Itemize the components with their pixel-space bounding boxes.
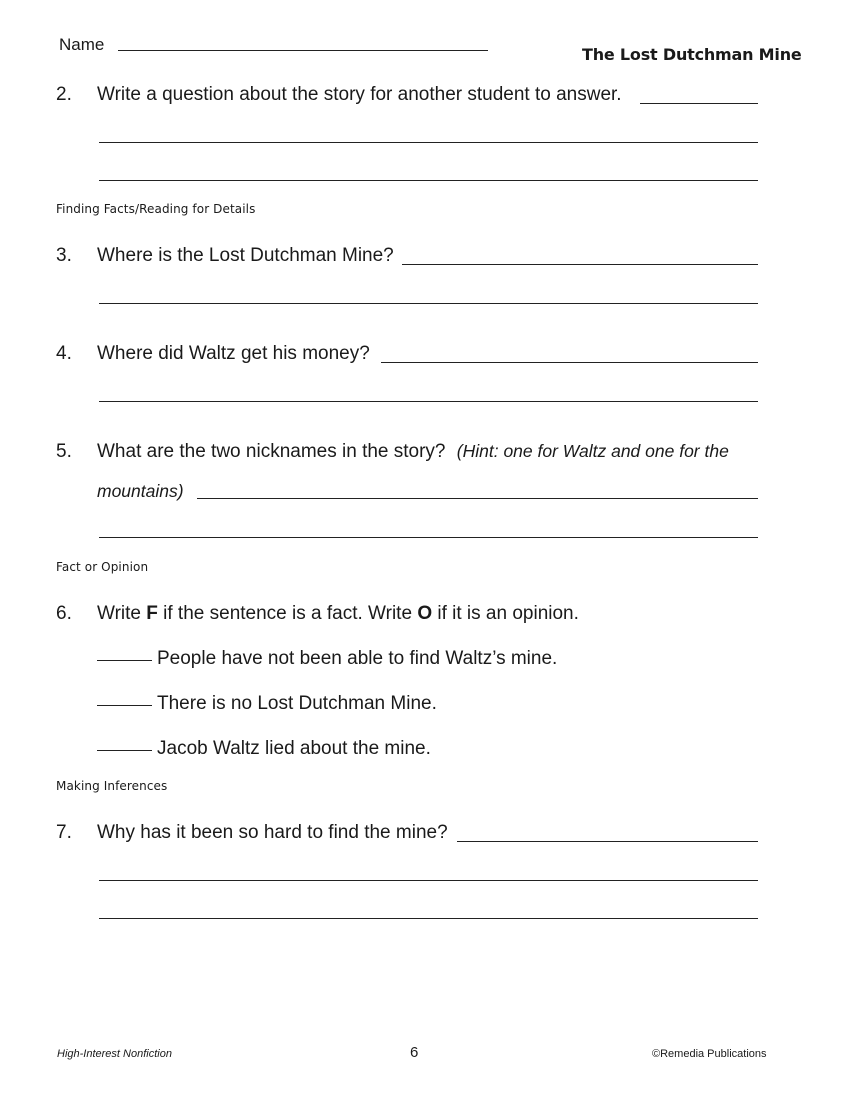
footer-book-title: High-Interest Nonfiction [57, 1048, 172, 1060]
answer-line[interactable] [457, 841, 758, 842]
answer-line[interactable] [99, 180, 758, 181]
question-2-text: Write a question about the story for another student to answer. [97, 84, 622, 105]
fact-opinion-item-text: People have not been able to find Waltz’s mine. [157, 648, 558, 669]
fact-letter: F [146, 603, 158, 624]
section-heading-inferences: Making Inferences [56, 779, 168, 793]
question-6-text-part: if it is an opinion. [437, 603, 579, 624]
answer-blank[interactable] [97, 660, 152, 661]
name-label: Name [59, 35, 105, 54]
question-6-number: 6. [56, 603, 72, 624]
question-5-number: 5. [56, 441, 72, 462]
answer-line[interactable] [99, 537, 758, 538]
answer-line[interactable] [381, 362, 758, 363]
question-5-main: What are the two nicknames in the story? [97, 441, 446, 462]
answer-line[interactable] [99, 142, 758, 143]
answer-line[interactable] [99, 880, 758, 881]
question-7-text: Why has it been so hard to find the mine? [97, 822, 448, 843]
question-5-hint-continued: mountains) [97, 481, 184, 501]
question-2-number: 2. [56, 84, 72, 105]
question-7-number: 7. [56, 822, 72, 843]
section-heading-fact-opinion: Fact or Opinion [56, 560, 149, 574]
page-number: 6 [410, 1044, 419, 1061]
answer-line[interactable] [99, 918, 758, 919]
fact-opinion-item [97, 648, 557, 670]
fact-opinion-item [97, 693, 437, 715]
answer-line[interactable] [640, 103, 758, 104]
opinion-letter: O [417, 603, 433, 624]
answer-line[interactable] [99, 401, 758, 402]
question-5-text [97, 441, 729, 463]
answer-line[interactable] [99, 303, 758, 304]
question-4-number: 4. [56, 343, 72, 364]
answer-line[interactable] [402, 264, 758, 265]
question-3-number: 3. [56, 245, 72, 266]
question-6-text [97, 603, 579, 625]
fact-opinion-item-text: There is no Lost Dutchman Mine. [157, 693, 437, 714]
section-heading-facts: Finding Facts/Reading for Details [56, 202, 256, 216]
fact-opinion-item-text: Jacob Waltz lied about the mine. [157, 738, 431, 759]
question-6-text-part: if the sentence is a fact. Write [163, 603, 413, 624]
question-6-text-part: Write [97, 603, 141, 624]
answer-line[interactable] [197, 498, 758, 499]
name-field[interactable] [118, 50, 488, 51]
worksheet-title: The Lost Dutchman Mine [582, 45, 802, 64]
answer-blank[interactable] [97, 750, 152, 751]
footer-copyright: ©Remedia Publications [652, 1048, 767, 1060]
question-3-text: Where is the Lost Dutchman Mine? [97, 245, 394, 266]
question-4-text: Where did Waltz get his money? [97, 343, 370, 364]
fact-opinion-item [97, 738, 431, 760]
answer-blank[interactable] [97, 705, 152, 706]
question-5-hint: (Hint: one for Waltz and one for the [456, 441, 729, 461]
